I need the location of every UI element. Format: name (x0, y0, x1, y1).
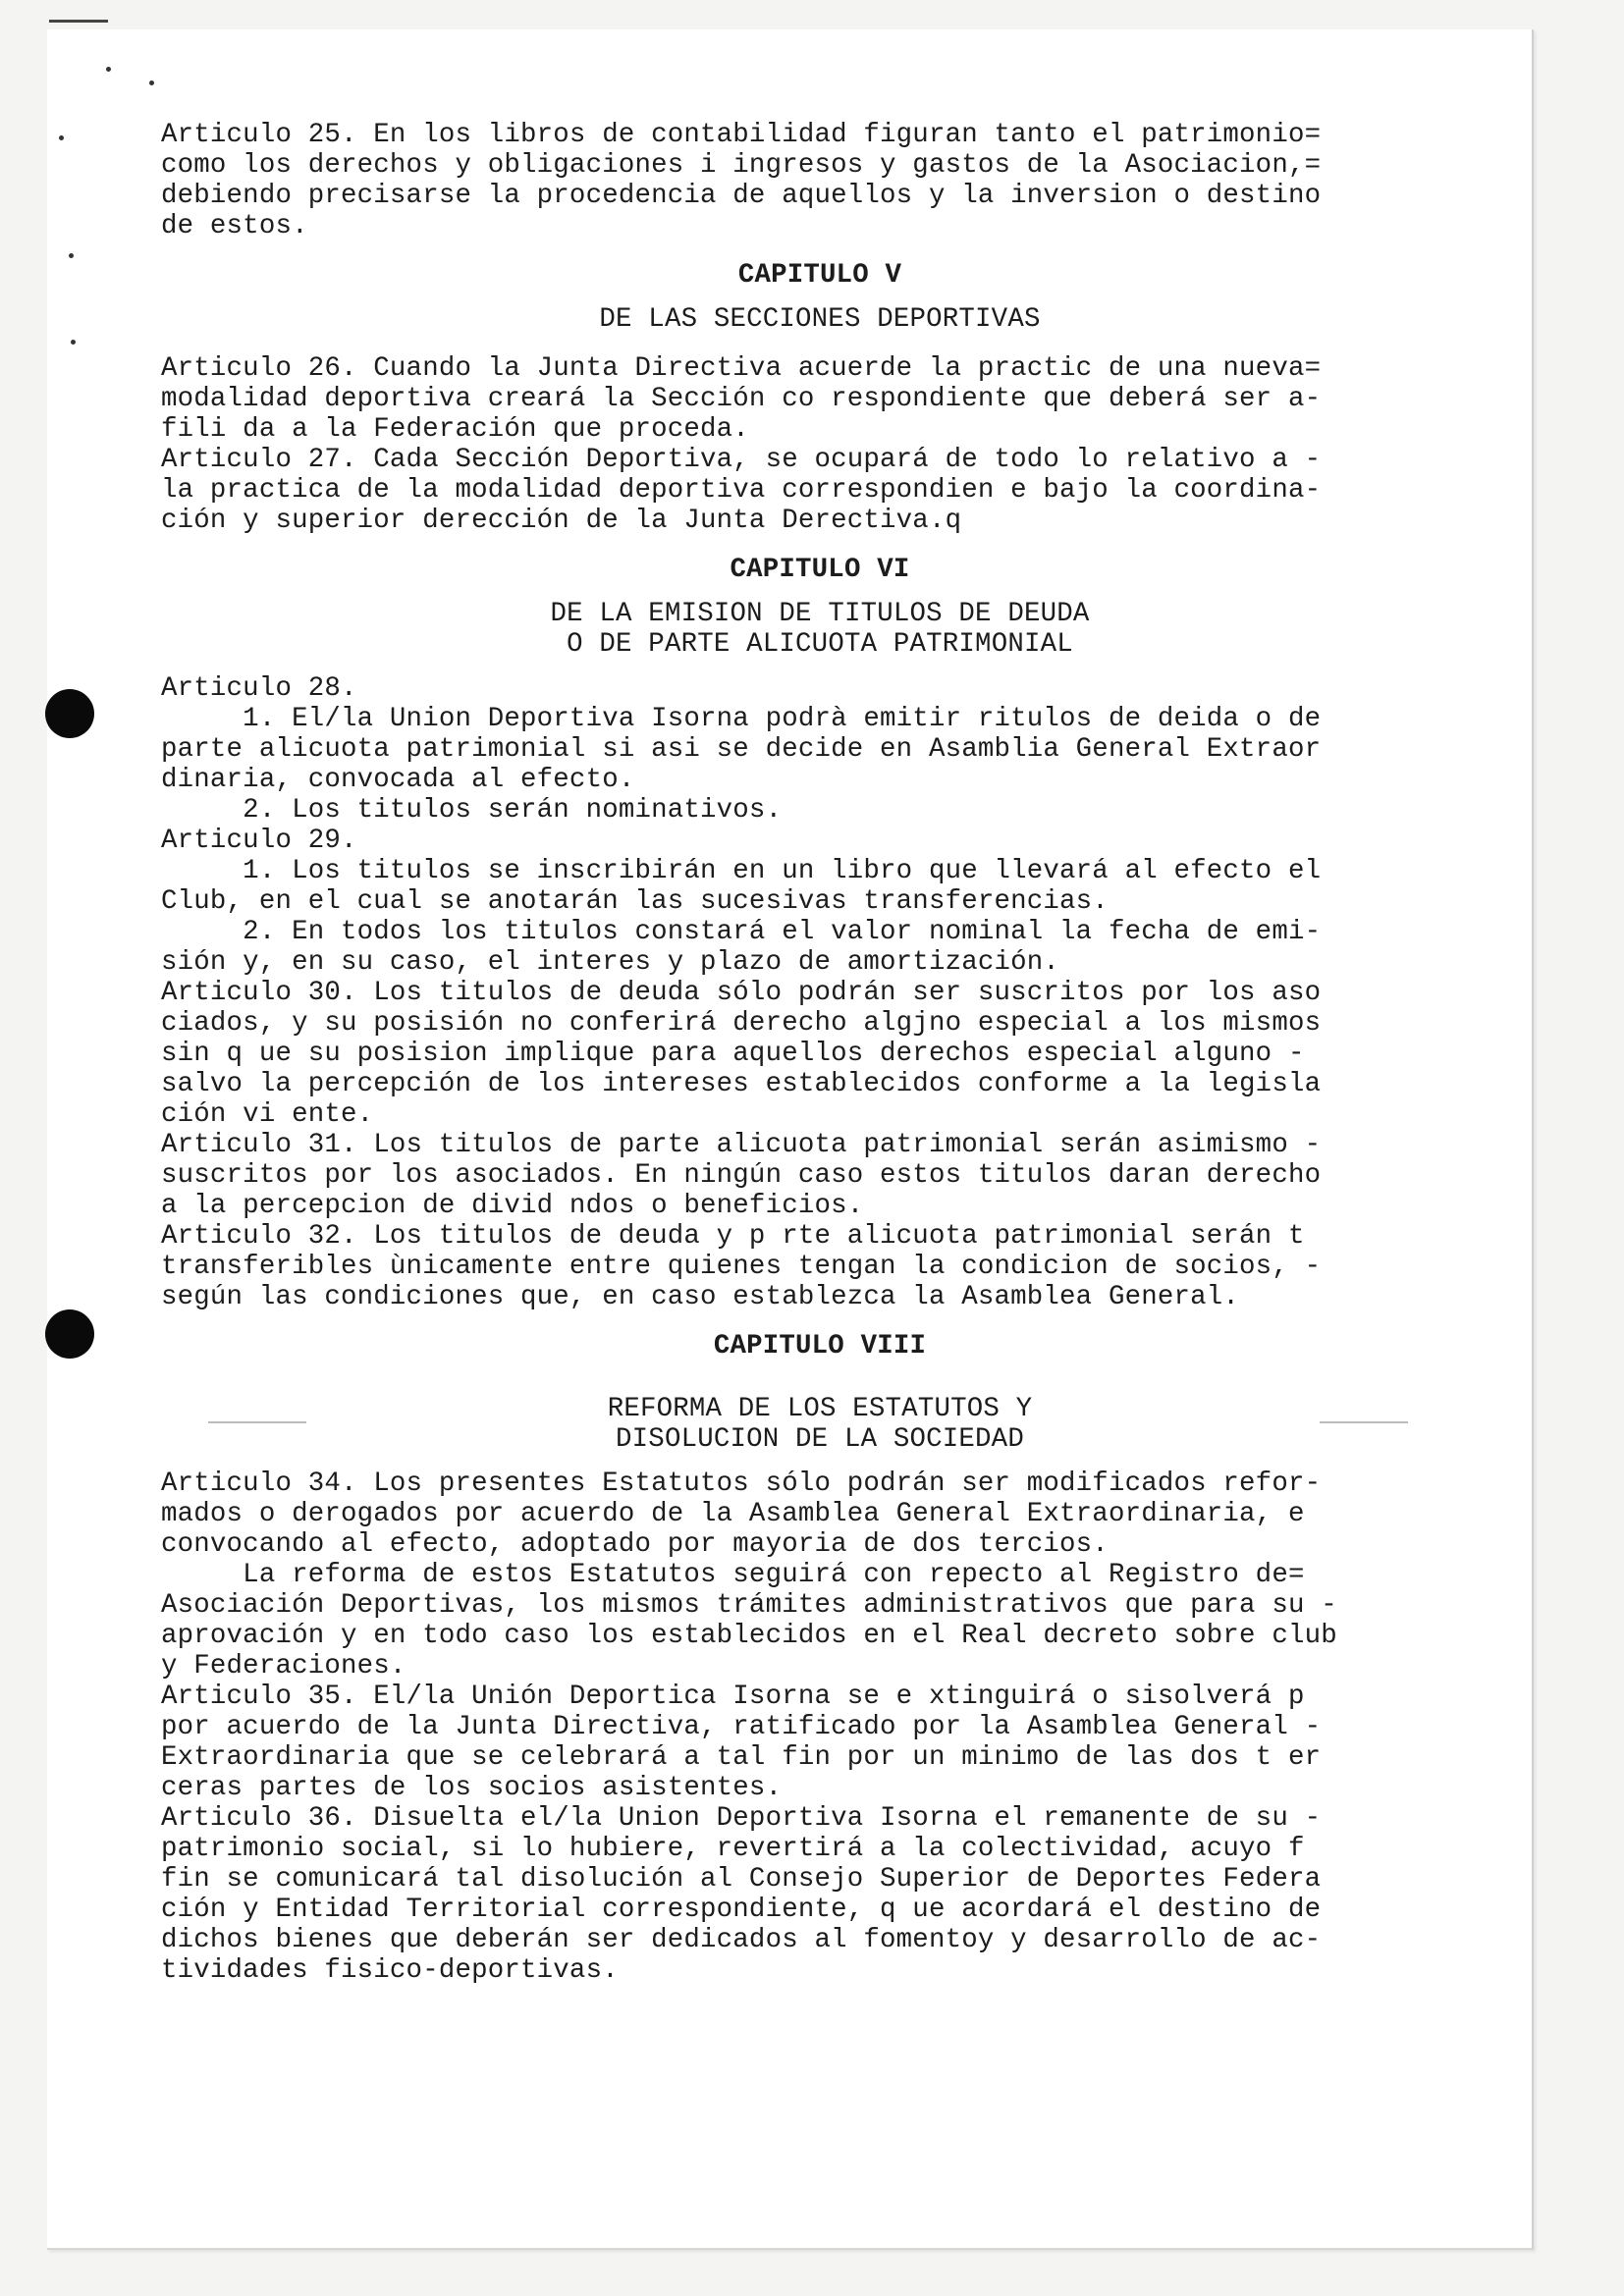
text-line: suscritos por los asociados. En ningún caso estos titulos daran derecho (161, 1160, 1322, 1191)
scan-speck (69, 253, 74, 258)
text-line: fili da a la Federación que proceda. (161, 414, 749, 445)
text-line: tividades fisico-deportivas. (161, 1955, 619, 1986)
text-line: 2. Los titulos serán nominativos. (161, 795, 783, 826)
text-line: ción y superior derección de la Junta Derectiva.q (161, 506, 962, 536)
text-line: Articulo 26. Cuando la Junta Directiva acuerde la practic de una nueva= (161, 353, 1322, 384)
scan-speck (149, 80, 154, 85)
text-line: Asociación Deportivas, los mismos trámites administrativos que para su - (161, 1590, 1337, 1621)
text-line: por acuerdo de la Junta Directiva, ratificado por la Asamblea General - (161, 1712, 1322, 1742)
chapter-title: O DE PARTE ALICUOTA PATRIMONIAL (567, 629, 1073, 660)
text-line: Articulo 25. En los libros de contabilidad figuran tanto el patrimonio= (161, 120, 1322, 150)
text-line: ción y Entidad Territorial correspondiente, q ue acordará el destino de (161, 1895, 1322, 1925)
chapter-heading: CAPITULO VIII (713, 1331, 927, 1362)
text-line: mados o derogados por acuerdo de la Asamblea General Extraordinaria, e (161, 1499, 1305, 1529)
scan-speck (106, 67, 111, 72)
text-line: Articulo 35. El/la Unión Deportica Isorna se e xtinguirá o sisolverá p (161, 1682, 1305, 1712)
text-line: según las condiciones que, en caso establezca la Asamblea General. (161, 1282, 1240, 1312)
text-line: fin se comunicará tal disolución al Consejo Superior de Deportes Federa (161, 1864, 1322, 1895)
text-line: Articulo 31. Los titulos de parte alicuota patrimonial serán asimismo - (161, 1130, 1322, 1160)
text-line: sión y, en su caso, el interes y plazo de amortización. (161, 947, 1060, 978)
text-line: a la percepcion de divid ndos o beneficios. (161, 1191, 864, 1221)
text-line: Articulo 32. Los titulos de deuda y p rte alicuota patrimonial serán t (161, 1221, 1305, 1252)
chapter-title: DE LA EMISION DE TITULOS DE DEUDA (550, 599, 1090, 629)
text-line: la practica de la modalidad deportiva correspondien e bajo la coordina- (161, 475, 1322, 506)
text-line: dichos bienes que deberán ser dedicados al fomentoy y desarrollo de ac- (161, 1925, 1322, 1955)
text-line: parte alicuota patrimonial si asi se decide en Asamblia General Extraor (161, 734, 1322, 765)
scan-speck (59, 135, 64, 140)
text-line: y Federaciones. (161, 1651, 406, 1682)
text-line: dinaria, convocada al efecto. (161, 765, 635, 795)
text-line: como los derechos y obligaciones i ingresos y gastos de la Asociacion,= (161, 150, 1322, 181)
text-line: salvo la percepción de los intereses establecidos conforme a la legisla (161, 1069, 1322, 1099)
text-line: Articulo 30. Los titulos de deuda sólo podrán ser suscritos por los aso (161, 978, 1322, 1008)
chapter-heading: CAPITULO VI (730, 555, 910, 585)
text-line: debiendo precisarse la procedencia de aquellos y la inversion o destino (161, 181, 1322, 211)
document-body (161, 120, 1479, 1986)
text-line: modalidad deportiva creará la Sección co respondiente que deberá ser a- (161, 384, 1322, 414)
text-line: Extraordinaria que se celebrará a tal fin por un minimo de las dos t er (161, 1742, 1322, 1773)
scan-edge-mark (49, 20, 108, 23)
chapter-title: DISOLUCION DE LA SOCIEDAD (616, 1424, 1024, 1455)
text-line: 1. El/la Union Deportiva Isorna podrà emitir ritulos de deida o de (161, 704, 1322, 734)
text-line: Articulo 29. (161, 826, 357, 856)
text-line: ceras partes de los socios asistentes. (161, 1773, 783, 1803)
punch-hole-top (45, 689, 94, 738)
scan-speck (71, 340, 76, 345)
text-line: Club, en el cual se anotarán las sucesivas transferencias. (161, 886, 1109, 917)
text-line: aprovación y en todo caso los establecidos en el Real decreto sobre club (161, 1621, 1337, 1651)
text-line: transferibles ùnicamente entre quienes tengan la condicion de socios, - (161, 1252, 1322, 1282)
text-line: patrimonio social, si lo hubiere, revertirá a la colectividad, acuyo f (161, 1834, 1305, 1864)
text-line: 1. Los titulos se inscribirán en un libro que llevará al efecto el (161, 856, 1322, 886)
text-line: Articulo 27. Cada Sección Deportiva, se ocupará de todo lo relativo a - (161, 445, 1322, 475)
punch-hole-bottom (45, 1309, 94, 1359)
text-line: 2. En todos los titulos constará el valor nominal la fecha de emi- (161, 917, 1322, 947)
text-line: de estos. (161, 211, 308, 241)
text-line: ción vi ente. (161, 1099, 374, 1130)
chapter-title: REFORMA DE LOS ESTATUTOS Y (607, 1394, 1033, 1424)
text-line: sin q ue su posision implique para aquellos derechos especial alguno - (161, 1039, 1305, 1069)
chapter-title: DE LAS SECCIONES DEPORTIVAS (599, 304, 1041, 335)
text-line: Articulo 36. Disuelta el/la Union Deportiva Isorna el remanente de su - (161, 1803, 1322, 1834)
text-line: La reforma de estos Estatutos seguirá con repecto al Registro de= (161, 1560, 1305, 1590)
text-line: Articulo 28. (161, 673, 357, 704)
text-line: Articulo 34. Los presentes Estatutos sólo podrán ser modificados refor- (161, 1468, 1322, 1499)
text-line: convocando al efecto, adoptado por mayoria de dos tercios. (161, 1529, 1109, 1560)
chapter-heading: CAPITULO V (737, 260, 902, 291)
text-line: ciados, y su posisión no conferirá derecho algjno especial a los mismos (161, 1008, 1322, 1039)
